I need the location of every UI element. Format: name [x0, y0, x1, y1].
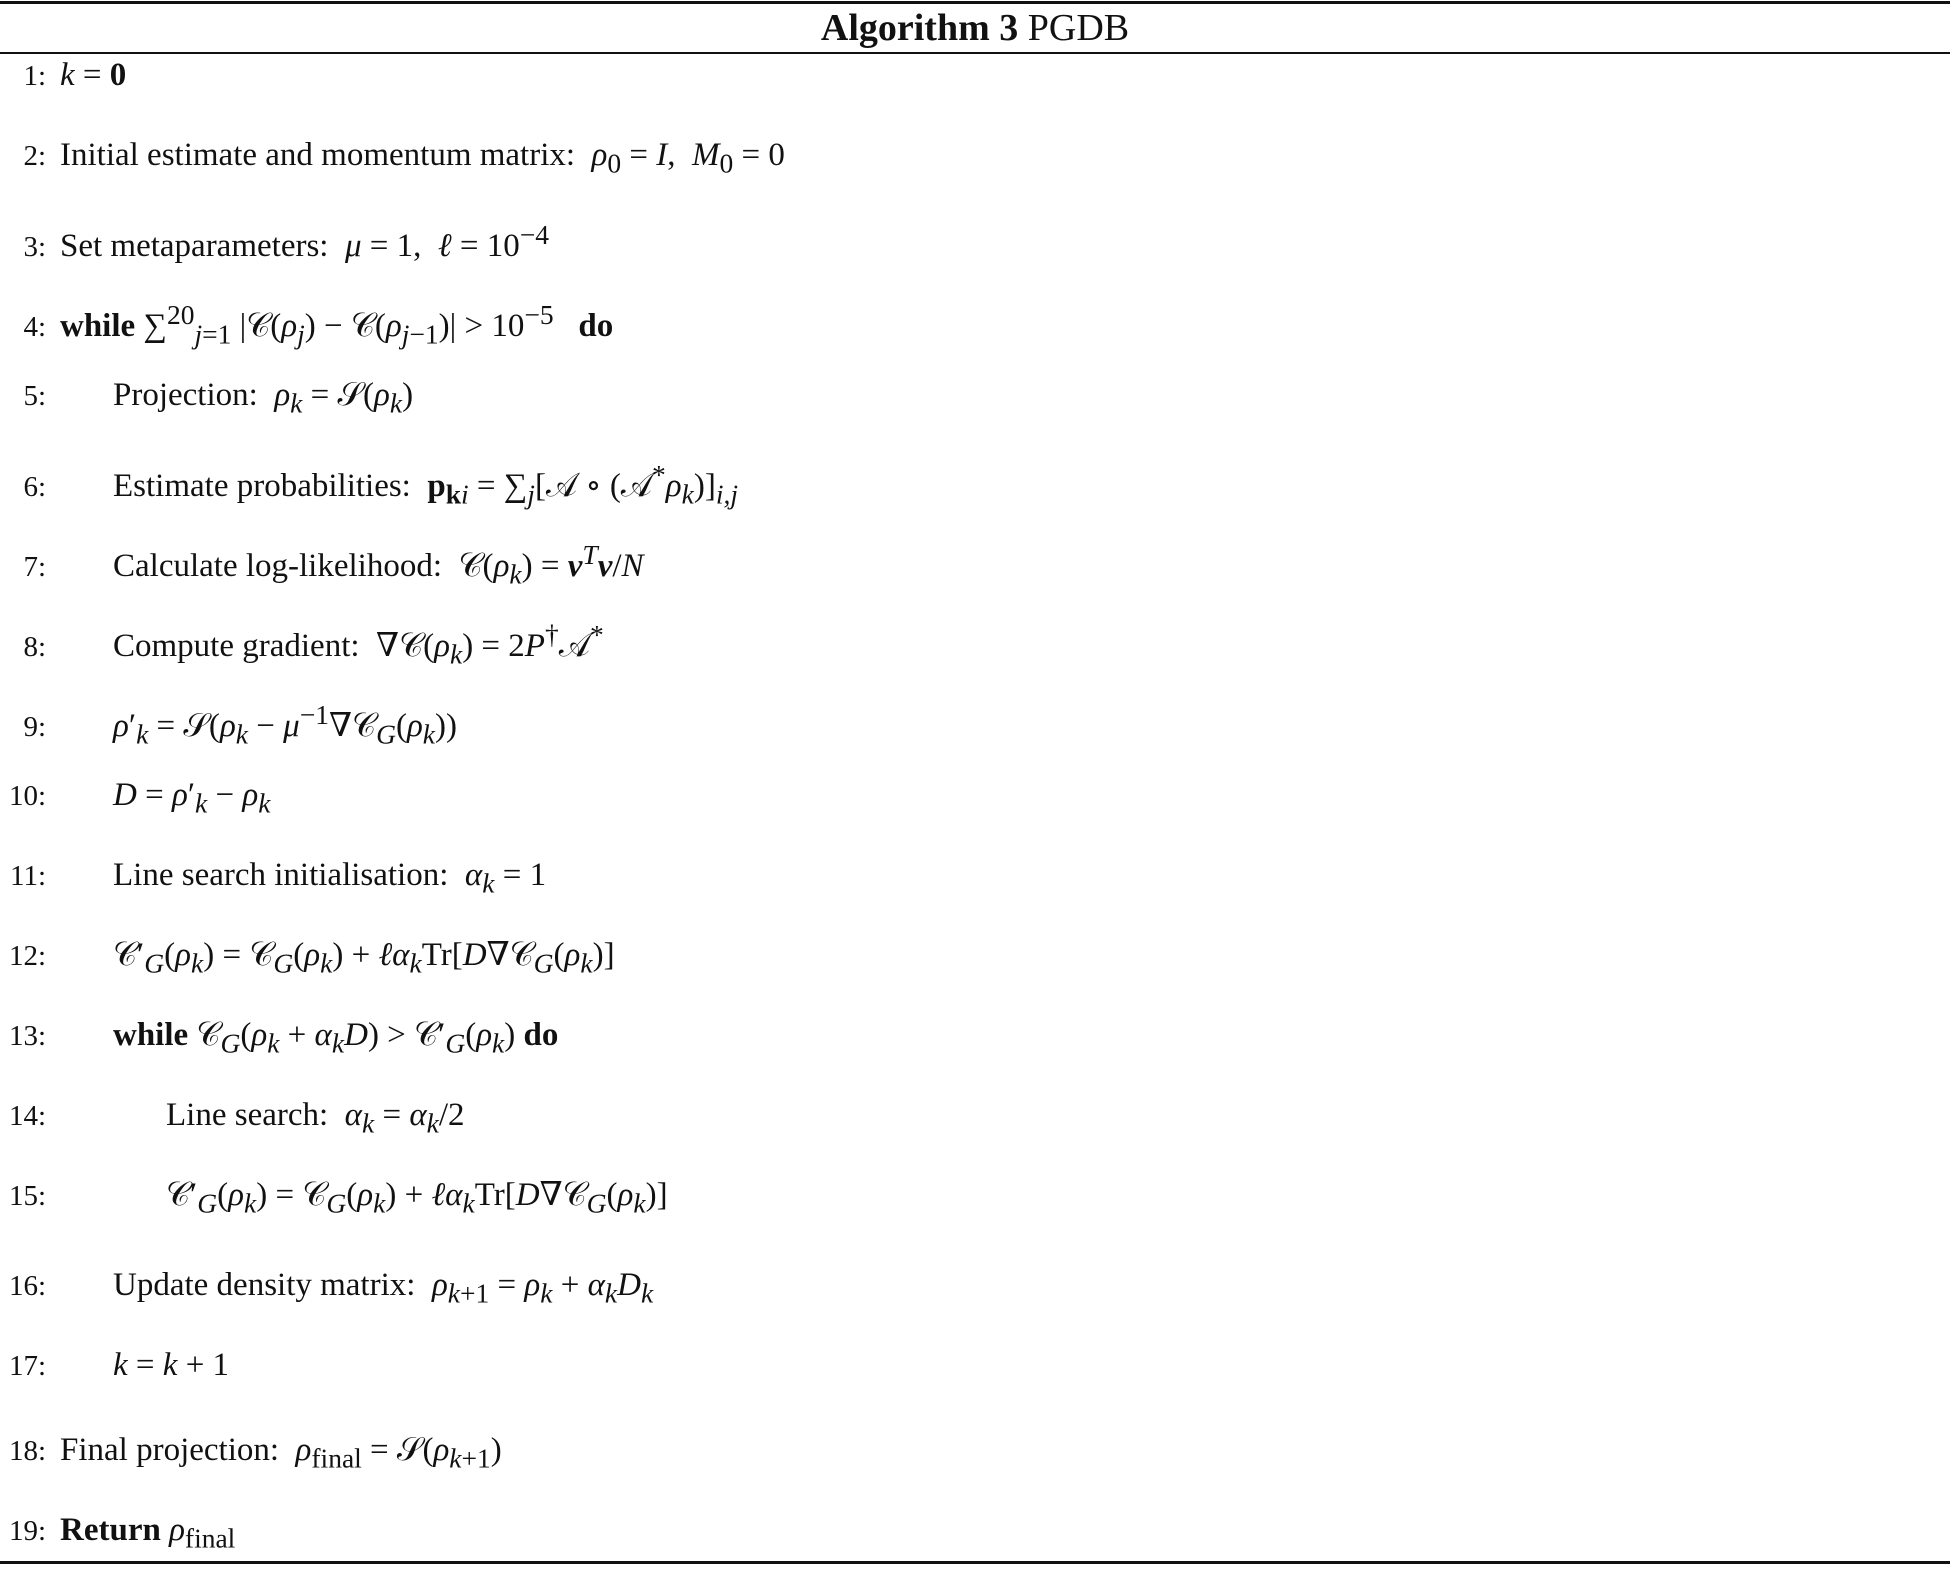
- line-content: Set metaparameters: μ = 1, ℓ = $10^{-4}$: [60, 219, 550, 264]
- algorithm-line: [0, 1165, 668, 1225]
- line-number: 10:: [8, 780, 46, 812]
- line-number: 19:: [8, 1515, 46, 1547]
- algorithm-line: [0, 205, 549, 265]
- algorithm-line: [0, 365, 413, 425]
- line-number: 13:: [8, 1020, 46, 1052]
- line-content: $D = \rho'_k - \rho_k$: [113, 777, 271, 819]
- line-number: 14:: [8, 1100, 46, 1132]
- line-number: 18:: [8, 1435, 46, 1467]
- algorithm-line: [0, 1500, 235, 1560]
- line-number: 5:: [23, 380, 46, 412]
- algorithm-line: [0, 1335, 229, 1395]
- algorithm-header: [0, 4, 1950, 52]
- algorithm-line: [0, 525, 644, 590]
- algorithm-line: [0, 45, 126, 105]
- line-content: while $𝒞_G(\rho_k + \alpha_kD)$ > $𝒞'_G(\rho_k)$ do: [113, 1017, 559, 1059]
- header-rule: [0, 52, 1950, 54]
- algorithm-line: [0, 605, 604, 670]
- algorithm-line: [0, 285, 614, 350]
- algorithm-line: [0, 445, 738, 510]
- line-content: k = k + 1: [113, 1347, 230, 1383]
- line-number: 8:: [23, 631, 46, 663]
- line-content: $\rho'_k$ = $𝒮(\rho_k$ − $\mu^{-1}\nabla 𝒞_G(\rho_k)$): [113, 699, 457, 750]
- line-content: $𝒞'_G(\rho_k)$ = $𝒞_G(\rho_k)$ + $\ell\alpha_kTr[D\nabla 𝒞_G(\rho_k)]$: [113, 937, 615, 979]
- algorithm-line: [0, 1085, 465, 1145]
- line-number: 1:: [23, 60, 46, 92]
- line-content: Update density matrix: $\rho_{k+1} = \rho_k + \alpha_kD_k$: [113, 1267, 654, 1309]
- line-number: 4:: [23, 311, 46, 343]
- line-content: $𝒞'_G(\rho_k)$ = $𝒞_G(\rho_k)$ + $\ell\alpha_kTr[D\nabla 𝒞_G(\rho_k)]$: [166, 1177, 668, 1219]
- algorithm-line: [0, 1005, 558, 1065]
- line-number: 17:: [8, 1350, 46, 1382]
- line-number: 15:: [8, 1180, 46, 1212]
- algorithm-line: [0, 685, 457, 750]
- line-number: 2:: [23, 140, 46, 172]
- algorithm-line: [0, 125, 785, 185]
- line-content: Return $\rho_{final}$: [60, 1512, 236, 1554]
- line-content: Line search initialisation: $\alpha_k = 1$: [113, 857, 547, 899]
- line-content: Estimate probabilities: $p_{ki}$ = $\sum_j[𝒜$ ∘ $(𝒜^*\rho_k)]_{i,j}$: [113, 459, 738, 510]
- line-content: Line search: $\alpha_k = \alpha_k/2$: [166, 1097, 465, 1139]
- algorithm-line: [0, 1420, 502, 1480]
- line-content: Calculate log-likelihood: $𝒞(\rho_k) = \nu^T\nu/N$: [113, 539, 644, 590]
- line-number: 16:: [8, 1270, 46, 1302]
- line-number: 6:: [23, 471, 46, 503]
- algorithm-line: [0, 925, 615, 985]
- line-number: 11:: [10, 860, 46, 892]
- line-number: 3:: [23, 231, 46, 263]
- line-content: Projection: $\rho_k$ = $𝒮(\rho_k)$: [113, 377, 414, 419]
- line-number: 7:: [23, 551, 46, 583]
- line-content: k = 0: [60, 57, 127, 93]
- algorithm-name: PGDB: [1027, 7, 1130, 49]
- bottom-rule: [0, 1561, 1950, 1564]
- line-content: Compute gradient: $\nabla 𝒞(\rho_k)$ = 2P†𝒜*: [113, 619, 604, 670]
- line-number: 9:: [23, 711, 46, 743]
- algorithm-line: [0, 845, 546, 905]
- algorithm-label: Algorithm 3: [820, 7, 1019, 49]
- line-content: Final projection: $\rho_{final}$ = $𝒮(\rho_{k+1})$: [60, 1432, 502, 1474]
- line-content: while ∑$^{20}_{j=1}$ $|𝒞(\rho_j)$ − $𝒞(\rho_{j-1})| > 10^{-5}$ do: [60, 299, 614, 350]
- line-number: 12:: [8, 940, 46, 972]
- line-content: Initial estimate and momentum matrix: $\rho_0 = I$, $M_0 = 0$: [60, 137, 785, 179]
- algorithm-line: [0, 765, 270, 825]
- algorithm-line: [0, 1255, 653, 1315]
